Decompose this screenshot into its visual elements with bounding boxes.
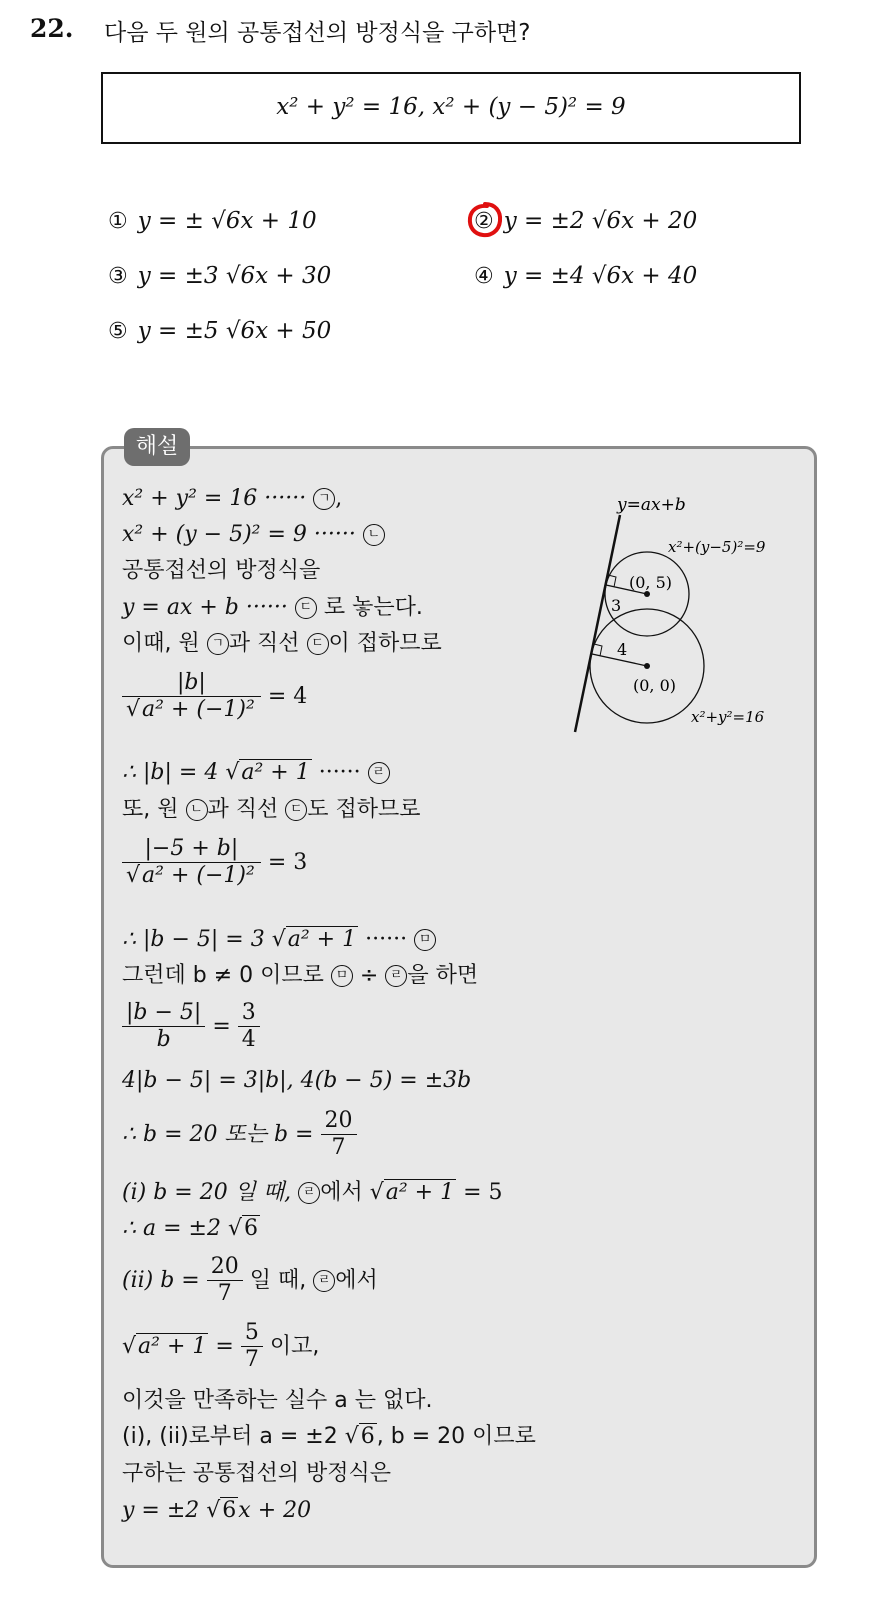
fraction-numerator: 5	[241, 1320, 263, 1347]
radicand: a² + 1	[241, 760, 310, 785]
circled-mark: ㄷ	[285, 799, 307, 821]
choice-4[interactable]	[474, 263, 697, 289]
fraction-numerator: |b|	[122, 670, 261, 697]
solution-text: , b = 20 이므로	[376, 1424, 536, 1449]
circle2-label: x²+y²=16	[691, 708, 765, 726]
solution-text: 에서	[320, 1180, 363, 1205]
solution-line: (i) b = 20 일 때, ㄹ 에서 √a² + 1 = 5	[122, 1180, 503, 1205]
solution-line	[122, 522, 385, 548]
solution-text: ······	[318, 760, 361, 785]
choice-expr: y = ±2 √6x + 20	[503, 208, 698, 234]
solution-line: ∴ a = ±2 √6	[122, 1216, 258, 1241]
choice-marker: ④	[474, 264, 494, 289]
answer-circle-mark	[466, 201, 504, 239]
fraction	[241, 1320, 263, 1374]
solution-text: x² + (y − 5)² = 9 ······	[122, 522, 356, 547]
solution-fraction-line	[122, 1254, 378, 1308]
fraction	[207, 1254, 243, 1308]
fraction: $\frac{|b|}{\text{√a² + (−1)²}}$	[122, 670, 261, 724]
solution-text: 4|b − 5| = 3|b|, 4(b − 5) = ±3b	[122, 1068, 472, 1093]
fraction	[321, 1108, 357, 1162]
radicand: a² + 1	[287, 927, 357, 952]
solution-text: x + 20	[238, 1498, 312, 1523]
solution-fraction-line	[122, 1000, 260, 1054]
circled-mark: ㄹ	[298, 1182, 320, 1204]
equation-box	[101, 72, 801, 144]
fraction-denominator: b	[156, 1027, 171, 1053]
circle1-center-label: (0, 5)	[629, 573, 673, 592]
radius2-label: 4	[617, 640, 628, 659]
solution-text: 도 접하므로	[307, 797, 421, 822]
fraction-numerator: 20	[207, 1254, 243, 1281]
solution-line	[122, 631, 442, 657]
choice-3[interactable]	[108, 263, 331, 289]
solution-text: (ii) b =	[122, 1267, 200, 1293]
fraction-numerator: 20	[321, 1108, 357, 1135]
circled-mark: ㄷ	[295, 597, 317, 619]
fraction	[238, 1000, 260, 1054]
choice-expr: y = ±5 √6x + 50	[137, 318, 332, 344]
solution-text: 또, 원	[122, 797, 179, 822]
solution-fraction-line	[122, 1108, 357, 1162]
solution-text: (i) b = 20 일 때,	[122, 1180, 292, 1205]
solution-text: (i), (ii)로부터 a = ±2	[122, 1424, 338, 1449]
radicand: a² + 1	[138, 1333, 207, 1359]
solution-line: ∴ |b − 5| = 3 √a² + 1 ······ ㅁ	[122, 927, 436, 953]
question-text: 다음 두 원의 공통접선의 방정식을 구하면?	[104, 20, 531, 46]
radicand: 6	[360, 1424, 375, 1449]
fraction: $\frac{|-5 + b|}{\text{√a² + (−1)²}}$	[122, 836, 261, 890]
radius1-label: 3	[611, 596, 622, 615]
tangent-line	[575, 515, 620, 732]
solution-text: y = ax + b ······	[122, 595, 288, 620]
solution-text: =	[215, 1333, 234, 1359]
choice-expr: y = ±3 √6x + 30	[137, 263, 332, 289]
choice-marker: ②	[474, 209, 494, 234]
circle1-label: x²+(y−5)²=9	[668, 538, 766, 556]
circled-mark: ㄹ	[368, 762, 390, 784]
circle2-center-label: (0, 0)	[633, 676, 677, 695]
solution-fraction-line	[122, 836, 307, 890]
solution-text: ,	[335, 486, 343, 511]
solution-line	[122, 797, 421, 823]
solution-line: y = ±2 √6x + 20	[122, 1498, 312, 1523]
fraction-numerator: |−5 + b|	[122, 836, 261, 863]
solution-text: ······	[365, 927, 408, 952]
solution-text: =	[212, 1013, 231, 1039]
fraction-numerator: |b − 5|	[122, 1000, 205, 1027]
solution-text: 과 직선	[207, 797, 279, 822]
circled-mark: ㄱ	[207, 633, 229, 655]
question-number: 22.	[30, 14, 74, 43]
solution-line: 구하는 공통접선의 방정식은	[122, 1461, 392, 1486]
solution-line: 이것을 만족하는 실수 a 는 없다.	[122, 1388, 433, 1413]
solution-text: 이 접하므로	[328, 631, 442, 656]
fraction	[122, 1000, 205, 1054]
solution-text: 그런데 b ≠ 0 이므로	[122, 963, 324, 988]
solution-text: ∴ |b − 5| = 3	[122, 927, 265, 952]
solution-text: 로 놓는다.	[323, 595, 423, 620]
solution-line: 공통접선의 방정식을	[122, 558, 321, 583]
fraction-denominator: 7	[244, 1347, 259, 1373]
fraction-denominator: a² + (−1)²	[142, 863, 255, 889]
fraction-denominator: 7	[331, 1135, 346, 1161]
solution-line: (i), (ii)로부터 a = ±2 √6, b = 20 이므로	[122, 1424, 536, 1449]
radicand: 6	[222, 1498, 237, 1523]
solution-fraction-line	[122, 670, 307, 724]
solution-line	[122, 595, 423, 621]
choice-expr: y = ± √6x + 10	[137, 208, 317, 234]
fraction-denominator: 4	[241, 1027, 256, 1053]
solution-text: y = ±2	[122, 1498, 200, 1523]
circled-mark: ㄹ	[313, 1270, 335, 1292]
solution-text: 과 직선	[228, 631, 300, 656]
circled-mark: ㄴ	[186, 799, 208, 821]
solution-text: ÷	[359, 963, 379, 988]
choice-marker: ③	[108, 264, 128, 289]
radicand: a² + 1	[385, 1180, 455, 1205]
circled-mark: ㄴ	[363, 524, 385, 546]
solution-line	[122, 486, 342, 512]
solution-text: x² + y² = 16 ······	[122, 486, 307, 511]
solution-text: 일 때,	[249, 1267, 307, 1293]
solution-text: 에서	[335, 1267, 378, 1293]
solution-text: = 5	[463, 1180, 503, 1205]
solution-fraction-line: √a² + 1 = $\frac{5}{7}$ 이고,	[122, 1320, 320, 1373]
solution-text: ∴ b = 20 또는 b =	[122, 1121, 314, 1147]
radicand: 6	[243, 1216, 258, 1241]
choice-marker: ①	[108, 209, 128, 234]
circled-mark: ㅁ	[331, 965, 353, 987]
choice-5[interactable]	[108, 318, 331, 344]
solution-text: ∴ |b| = 4	[122, 760, 219, 785]
circled-mark: ㄹ	[385, 965, 407, 987]
solution-line	[122, 1068, 471, 1094]
solution-text: 이고,	[269, 1333, 320, 1359]
circled-mark: ㄷ	[307, 633, 329, 655]
circled-mark: ㅁ	[414, 929, 436, 951]
choice-2[interactable]	[474, 208, 697, 234]
solution-text: = 4	[267, 683, 308, 709]
solution-text: ∴ a = ±2	[122, 1216, 221, 1241]
fraction-numerator: 3	[238, 1000, 260, 1027]
choice-marker: ⑤	[108, 319, 128, 344]
solution-tab: 해설	[124, 428, 190, 466]
equation: x² + y² = 16, x² + (y − 5)² = 9	[276, 94, 626, 120]
line-label: y=ax+b	[617, 495, 686, 515]
fraction-denominator: a² + (−1)²	[142, 697, 255, 723]
solution-line: ∴ |b| = 4 √a² + 1 ······ ㄹ	[122, 760, 390, 786]
solution-text: 이때, 원	[122, 631, 200, 656]
solution-text: 을 하면	[407, 963, 479, 988]
circled-mark: ㄱ	[313, 488, 335, 510]
choice-expr: y = ±4 √6x + 40	[503, 263, 698, 289]
solution-line	[122, 963, 478, 989]
solution-text: = 3	[267, 849, 308, 875]
choice-1[interactable]	[108, 208, 317, 234]
tangent-circles-diagram	[565, 490, 805, 740]
fraction-denominator: 7	[217, 1281, 232, 1307]
